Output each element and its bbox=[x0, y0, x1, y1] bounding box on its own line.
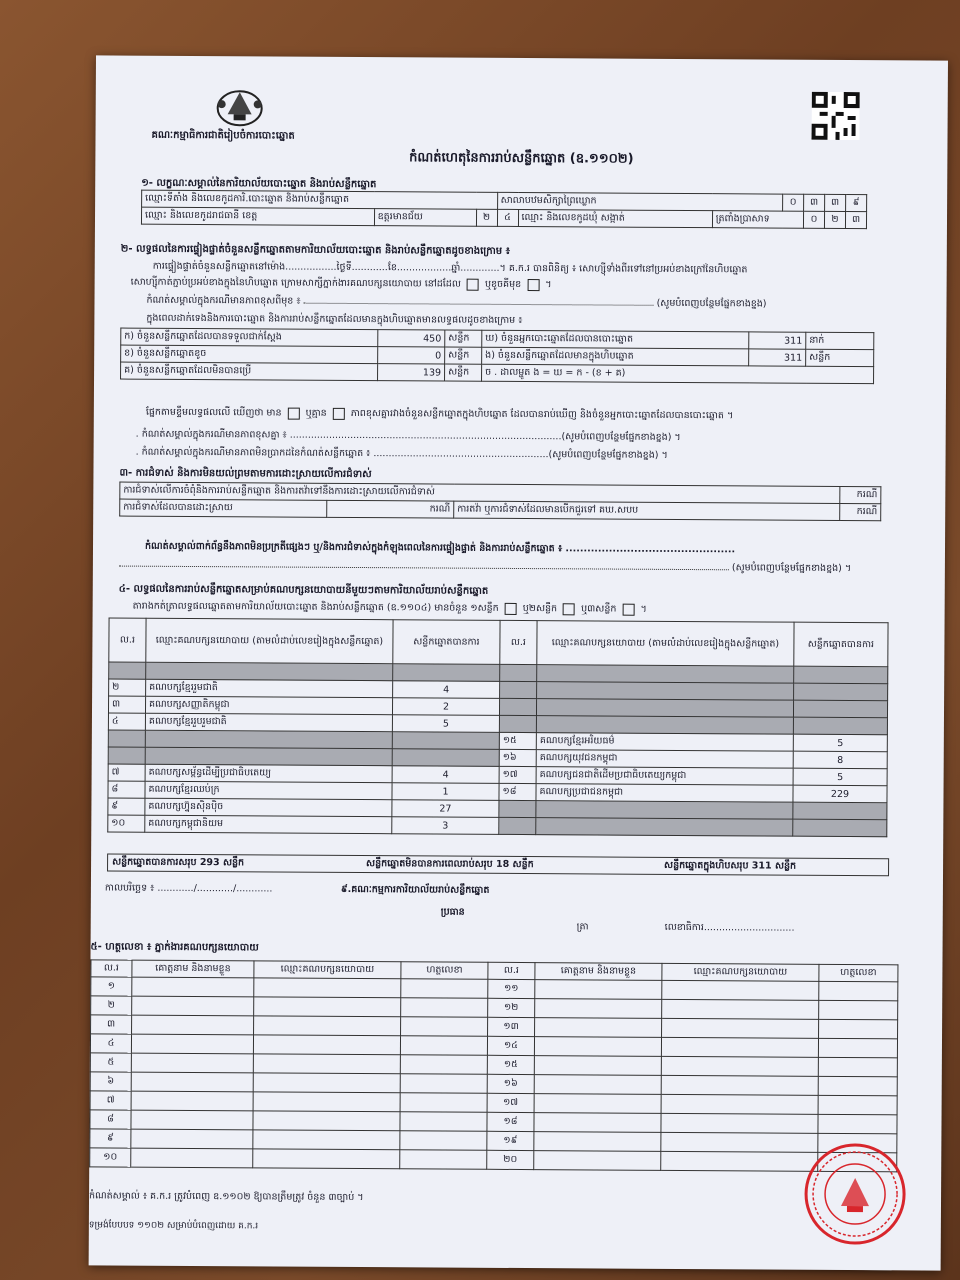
appeal-label: ការតវ៉ា ឬការជំទាស់ដែលមានបើកជួរទៅ គឃ.សបប bbox=[454, 501, 840, 520]
sig-col-party: ឈ្មោះគណបក្សនយោបាយ bbox=[662, 963, 819, 981]
two-sheets-checkbox[interactable] bbox=[563, 603, 575, 615]
total-box-label: សន្លឹកឆ្នោតក្នុងហិបសរុប bbox=[664, 859, 749, 872]
party-name-cell bbox=[146, 662, 393, 681]
sig-name-cell[interactable] bbox=[534, 1113, 661, 1133]
party-votes-cell bbox=[793, 819, 887, 837]
irregularity-hint: (សូមបំពេញបន្ថែមផ្នែកខាងខ្នង) ។ bbox=[731, 562, 852, 575]
sig-party-cell[interactable] bbox=[661, 1056, 818, 1076]
difference-note-hint: (សូមបំពេញបន្ថែមផ្នែកខាងខ្នង) bbox=[656, 297, 767, 310]
party-votes-cell bbox=[392, 749, 499, 767]
tally-sheet-line: តារាងកត់ត្រាលទ្ធផលឆ្នោតតាមការិយាល័យបោះឆ្នោត និងរាប់សន្លឹកឆ្នោត (ឧ.១១០៤) មានចំនួន ១សន្លឹក ឬ២សន្លឹក ឬ៣សន្លឹក ។ bbox=[132, 600, 647, 615]
sig-name-cell[interactable] bbox=[131, 1053, 253, 1073]
party-name-cell bbox=[537, 665, 794, 684]
party-votes-cell bbox=[794, 683, 888, 701]
stamp-label: ត្រា bbox=[576, 921, 589, 933]
ballot-count-table bbox=[120, 328, 874, 385]
party-no-cell: ៩ bbox=[108, 798, 145, 815]
difference-note-field[interactable] bbox=[304, 303, 654, 306]
irregularity-note: កំណត់សម្គាល់ពាក់ព័ន្ធនឹងភាពមិនប្រក្រតីផ្សេងៗ ឬ/និងការជំទាស់ក្នុងកំឡុងពេលនៃការផ្ទៀងផ្ទាត់ និងការរាប់សន្លឹកឆ្នោត ៖ ............................................... bbox=[144, 540, 736, 556]
sig-no-cell: ១០ bbox=[90, 1148, 131, 1167]
results-intro: ក្នុងពេលដាក់ទេងនិងការបោះឆ្នោត និងការរាប់សន្លឹកឆ្នោតដែលមានក្នុងហិបឆ្នោតមានលទ្ធផលដូចខាងក្រោម ៖ bbox=[146, 312, 523, 327]
sig-name-cell[interactable] bbox=[131, 1072, 253, 1092]
signature-row bbox=[90, 1148, 897, 1172]
section3-heading: ៣- ការជំទាស់ និងការមិនយល់ព្រមតាមការដោះស្រាយលើការជំទាស់ bbox=[119, 467, 372, 481]
footer-note: កំណត់សម្គាល់ ៖ គ.ក.រ ត្រូវបំពេញ ឧ.១១០២ ឱ្យបានត្រឹមត្រូវ ចំនួន ៣ច្បាប់ ។ bbox=[89, 1190, 364, 1204]
secretary-label: លេខាធិការ.............................. bbox=[664, 921, 795, 934]
sig-party-cell[interactable] bbox=[661, 1075, 818, 1095]
sig-party-cell[interactable] bbox=[661, 1132, 818, 1152]
party-votes-cell bbox=[793, 802, 887, 820]
sig-no-cell: ៦ bbox=[90, 1072, 131, 1091]
uncertainty-remark: . កំណត់សម្គាល់ក្នុងករណីមានភាពមិនប្រាកដនៃកំណត់សន្លឹកឆ្នោត ៖ ..........................................................(សូមបំពេញបន្ថែមផ្នែកខាងខ្នង) ។ bbox=[135, 446, 668, 461]
irregularity-field[interactable] bbox=[119, 566, 729, 571]
official-seal-stamp bbox=[803, 1142, 908, 1247]
sig-signature-cell[interactable] bbox=[819, 981, 898, 1000]
sig-party-cell[interactable] bbox=[662, 1018, 819, 1038]
formula-label: ច . ដាលម្ហូត ង = ឃ = ក - (ខ + គ) bbox=[482, 364, 874, 383]
spoiled-label: ខ) ចំនួនសន្លឹកឆ្នោតខូច bbox=[121, 345, 378, 364]
date-line: កាលបរិច្ឆេទ ៖ ............/............/............ bbox=[104, 882, 273, 895]
sig-party-cell[interactable] bbox=[253, 1073, 400, 1093]
sig-signature-cell[interactable] bbox=[818, 1076, 897, 1095]
province-value: ឧត្តរមានជ័យ bbox=[374, 209, 476, 227]
party-name-cell: គណបក្សខ្មែរអរិយធម៌ bbox=[536, 733, 793, 752]
appeal-count: ករណី bbox=[840, 503, 881, 520]
party-name-cell: គណបក្សកម្ពុជានិយម bbox=[145, 815, 392, 834]
sig-signature-cell[interactable] bbox=[401, 998, 488, 1018]
total-valid-label: សន្លឹកឆ្នោតបានការសរុប bbox=[112, 856, 197, 869]
total-invalid-value: 18 bbox=[495, 858, 510, 870]
commune-code-digit: ០ bbox=[803, 211, 824, 228]
spoiled-value: 0 bbox=[378, 347, 445, 364]
sig-name-cell[interactable] bbox=[131, 1110, 253, 1130]
sig-signature-cell[interactable] bbox=[819, 1000, 898, 1019]
unused-label: គ) ចំនួនសន្លឹកឆ្នោតដែលមិនបានប្រើ bbox=[121, 362, 378, 381]
total-box-value: 311 bbox=[751, 860, 772, 872]
sig-no-cell: ១ bbox=[91, 977, 132, 996]
total-box-unit: សន្លឹក bbox=[774, 860, 797, 872]
sig-party-cell[interactable] bbox=[254, 978, 401, 998]
sig-signature-cell[interactable] bbox=[818, 1095, 897, 1114]
irregularity-note-end bbox=[119, 558, 899, 577]
party-votes-cell: 2 bbox=[392, 698, 499, 716]
sig-name-cell[interactable] bbox=[534, 1056, 661, 1076]
party-no-cell: ៣ bbox=[108, 696, 145, 713]
sig-signature-cell[interactable] bbox=[400, 1036, 487, 1056]
party-no-cell bbox=[500, 664, 537, 681]
sig-signature-cell[interactable] bbox=[401, 979, 488, 999]
party-votes-cell: 5 bbox=[793, 768, 887, 786]
sig-signature-cell[interactable] bbox=[400, 1150, 487, 1170]
party-name-cell: គណបក្សប្រជាជនកម្ពុជា bbox=[536, 784, 793, 803]
sig-party-cell[interactable] bbox=[662, 980, 819, 1000]
sig-signature-cell[interactable] bbox=[818, 1114, 897, 1133]
sig-name-cell[interactable] bbox=[131, 1148, 253, 1168]
party-votes-cell bbox=[793, 700, 887, 718]
sig-signature-cell[interactable] bbox=[400, 1074, 487, 1094]
sig-party-cell[interactable] bbox=[253, 1054, 400, 1074]
sig-name-cell[interactable] bbox=[131, 1034, 253, 1054]
party-results-table bbox=[107, 617, 888, 837]
party-no-cell bbox=[499, 715, 536, 732]
sig-party-cell[interactable] bbox=[661, 1037, 818, 1057]
party-name-cell bbox=[145, 730, 392, 749]
totals-row bbox=[107, 853, 889, 876]
sig-no-cell: ១១ bbox=[488, 979, 535, 998]
two-sheets-label: ឬ២សន្លឹក bbox=[522, 603, 558, 615]
sig-no-cell: ១៦ bbox=[487, 1074, 534, 1093]
total-valid-value: 293 bbox=[199, 857, 220, 869]
seal-broken-checkbox[interactable] bbox=[527, 279, 539, 291]
party-name-cell bbox=[536, 801, 793, 820]
sig-name-cell[interactable] bbox=[534, 1132, 661, 1152]
in-box-unit: សន្លឹក bbox=[806, 349, 874, 366]
form-title: កំណត់ហេតុនៃការរាប់សន្លឹកឆ្នោត (ឧ.១១០២) bbox=[409, 150, 634, 167]
sig-no-cell: ១៥ bbox=[487, 1055, 534, 1074]
sig-party-cell[interactable] bbox=[661, 1094, 818, 1114]
sig-no-cell: ១២ bbox=[488, 998, 535, 1017]
party-no-cell: ១៦ bbox=[499, 749, 536, 766]
difference-remark: . កំណត់សម្គាល់ក្នុងករណីមានភាពខុសគ្នា ៖ ..........................................................................................(សូមបំពេញបន្ថែមផ្នែកខាងខ្នង) ។ bbox=[135, 428, 681, 443]
sig-col-signature: ហត្ថលេខា bbox=[819, 964, 898, 981]
unused-unit: សន្លឹក bbox=[445, 364, 482, 381]
received-value: 450 bbox=[378, 330, 445, 347]
in-box-label: ង) ចំនួនសន្លឹកឆ្នោតដែលមានក្នុងហិបឆ្នោត bbox=[482, 347, 749, 366]
signature-table bbox=[89, 959, 898, 1172]
sig-name-cell[interactable] bbox=[535, 980, 662, 1000]
resolved-count: ករណី bbox=[327, 500, 454, 518]
sig-col-no: ល.រ bbox=[488, 962, 535, 979]
section5-heading: ៥- ហត្ថលេខា ៖ ភ្នាក់ងារគណបក្សនយោបាយ bbox=[90, 941, 259, 954]
total-invalid bbox=[366, 857, 534, 872]
sig-name-cell[interactable] bbox=[534, 1151, 661, 1171]
sig-signature-cell[interactable] bbox=[819, 1019, 898, 1038]
party-no-cell bbox=[108, 730, 145, 747]
spoiled-unit: សន្លឹក bbox=[445, 347, 482, 364]
sig-col-name: គោត្តនាម និងនាមខ្លួន bbox=[535, 963, 662, 981]
sig-party-cell[interactable] bbox=[253, 1130, 400, 1150]
party-name-cell bbox=[536, 818, 793, 837]
sig-no-cell: ៩ bbox=[90, 1129, 131, 1148]
sig-col-party: ឈ្មោះគណបក្សនយោបាយ bbox=[254, 961, 401, 979]
sig-party-cell[interactable] bbox=[253, 1149, 400, 1169]
total-invalid-label: សន្លឹកឆ្នោតមិនបានការពេលរាប់សរុប bbox=[366, 858, 493, 870]
location-table bbox=[141, 190, 867, 229]
sig-party-cell[interactable] bbox=[253, 1111, 400, 1131]
sig-no-cell: ២០ bbox=[487, 1150, 534, 1169]
party-votes-cell: 3 bbox=[392, 817, 499, 835]
party-name-cell: គណបក្សសម្ព័ន្ធដើម្បីប្រជាធិបតេយ្យ bbox=[145, 764, 392, 783]
discrepancy-has-label: ផ្នែកតាមខ្ទឹមលទ្ធផលលើ ឃើញថា មាន bbox=[145, 406, 282, 419]
party-votes-cell: 5 bbox=[392, 715, 499, 733]
party-no-cell: ៨ bbox=[108, 781, 145, 798]
location-code-digit: ៩ bbox=[846, 194, 867, 211]
party-votes-cell bbox=[793, 717, 887, 735]
party-no-cell: ១៥ bbox=[499, 732, 536, 749]
commune-label: ឈ្មោះ និងលេខកូដឃុំ សង្កាត់ bbox=[518, 209, 712, 227]
three-sheets-label: ឬ៣សន្លឹក bbox=[581, 603, 617, 615]
party-no-cell: ១០ bbox=[108, 815, 145, 832]
party-name-cell: គណបក្សខ្មែរឈប់ក្រ bbox=[145, 781, 392, 800]
party-name-cell: គណបក្សហ្វ៊ុនស៊ិនប៉ិច bbox=[145, 798, 392, 817]
commune-code-digit: ២ bbox=[824, 211, 845, 228]
total-valid-unit: សន្លឹក bbox=[222, 857, 245, 869]
sig-name-cell[interactable] bbox=[534, 1094, 661, 1114]
seal-line: សោហ្ស៊ីកាត់ភ្ជាប់ប្រអប់ខាងក្នុងនៃហិបឆ្នោត ក្រោមសាក្សីភ្នាក់ងារគណបក្សនយោបាយ នៅដដែល ឬខូចគីមុខ ។ bbox=[130, 276, 552, 291]
sig-no-cell: ៤ bbox=[90, 1034, 131, 1053]
party-votes-cell: 4 bbox=[392, 766, 499, 784]
discrepancy-line bbox=[146, 406, 916, 425]
party-no-cell bbox=[499, 817, 536, 834]
party-votes-cell: 4 bbox=[393, 681, 500, 699]
sig-party-cell[interactable] bbox=[254, 997, 401, 1017]
party-no-cell: ១៧ bbox=[499, 766, 536, 783]
sig-no-cell: ៧ bbox=[90, 1091, 131, 1110]
party-name-cell bbox=[536, 699, 793, 718]
sig-name-cell[interactable] bbox=[131, 1129, 253, 1149]
party-name-cell bbox=[537, 682, 794, 701]
document-page bbox=[89, 55, 948, 1270]
qr-code-icon bbox=[812, 92, 860, 140]
sig-no-cell: ១៣ bbox=[488, 1017, 535, 1036]
difference-note-label: កំណត់សម្គាល់ក្នុងករណីមានភាពខុសពីមុខ ៖ bbox=[146, 294, 301, 307]
discrepancy-none-label: ឬគ្មាន bbox=[305, 407, 327, 419]
party-no-cell bbox=[108, 747, 145, 764]
sig-signature-cell[interactable] bbox=[400, 1093, 487, 1113]
party-votes-cell bbox=[794, 666, 888, 684]
party-no-cell: ១៨ bbox=[499, 783, 536, 800]
sig-col-name: គោត្តនាម និងនាមខ្លួន bbox=[132, 960, 254, 978]
sig-col-no: ល.រ bbox=[91, 960, 132, 977]
sig-name-cell[interactable] bbox=[535, 1018, 662, 1038]
one-sheet-checkbox[interactable] bbox=[505, 602, 517, 614]
party-name-cell bbox=[145, 747, 392, 766]
location-label: ឈ្មោះទីតាំង និងលេខកូដការិ.បោះឆ្នោត និងរាប់សន្លឹកឆ្នោត bbox=[142, 190, 498, 209]
nec-emblem-icon bbox=[214, 84, 266, 128]
party-votes-cell bbox=[393, 664, 500, 682]
province-label: ឈ្មោះ និងលេខកូដរាជធានី ខេត្ត bbox=[141, 207, 374, 225]
party-no-cell bbox=[499, 800, 536, 817]
received-label: ក) ចំនួនសន្លឹកឆ្នោតដែលបានទទួលជាក់ស្តែង bbox=[121, 328, 378, 347]
seal-line-text: សោហ្ស៊ីកាត់ភ្ជាប់ប្រអប់ខាងក្នុងនៃហិបឆ្នោត ក្រោមសាក្សីភ្នាក់ងារគណបក្សនយោបាយ នៅដដែល bbox=[130, 276, 461, 290]
sig-party-cell[interactable] bbox=[253, 1035, 400, 1055]
sig-signature-cell[interactable] bbox=[401, 1017, 488, 1037]
party-votes-cell: 229 bbox=[793, 785, 887, 803]
party-no-cell bbox=[109, 662, 146, 679]
unused-value: 139 bbox=[378, 364, 445, 381]
sig-party-cell[interactable] bbox=[661, 1113, 818, 1133]
province-code-digit: ២ bbox=[476, 209, 497, 226]
col-votes-header: សន្លឹកឆ្នោតបានការ bbox=[794, 622, 888, 667]
total-box bbox=[664, 859, 796, 874]
sig-no-cell: ៥ bbox=[90, 1053, 131, 1072]
section1-heading: ១- លក្ខណៈសម្គាល់នៃការិយាល័យបោះឆ្នោត និងរាប់សន្លឹកឆ្នោត bbox=[141, 177, 377, 191]
sig-signature-cell[interactable] bbox=[400, 1112, 487, 1132]
voters-unit: នាក់ bbox=[806, 332, 874, 349]
col-no-header: ល.រ bbox=[109, 618, 146, 662]
sig-name-cell[interactable] bbox=[132, 1015, 254, 1035]
voters-value: 311 bbox=[749, 332, 806, 349]
sig-no-cell: ១៧ bbox=[487, 1093, 534, 1112]
seal-intact-checkbox[interactable] bbox=[467, 278, 479, 290]
location-value: សាលាបឋមសិក្សាព្រៃឃ្លោក bbox=[497, 192, 783, 211]
sig-name-cell[interactable] bbox=[535, 999, 662, 1019]
section4-heading: ៤- លទ្ធផលនៃការរាប់សន្លឹកឆ្នោតសម្រាប់គណបក្សនយោបាយនីមួយៗតាមការិយាល័យរាប់សន្លឹកឆ្នោត bbox=[118, 583, 489, 597]
party-votes-cell: 8 bbox=[793, 751, 887, 769]
sig-name-cell[interactable] bbox=[132, 977, 254, 997]
party-votes-cell bbox=[392, 732, 499, 750]
sig-no-cell: ១៤ bbox=[487, 1036, 534, 1055]
party-name-cell: គណបក្សសញ្ញាតិកម្ពុជា bbox=[145, 696, 392, 715]
chair-label: ប្រធាន bbox=[440, 906, 465, 918]
party-votes-cell: 5 bbox=[793, 734, 887, 752]
col-no-header: ល.រ bbox=[500, 620, 537, 664]
party-name-cell: គណបក្សយុវជនកម្ពុជា bbox=[536, 750, 793, 769]
three-sheets-checkbox[interactable] bbox=[622, 603, 634, 615]
sig-party-cell[interactable] bbox=[661, 1151, 818, 1171]
table-row bbox=[108, 815, 887, 837]
sig-signature-cell[interactable] bbox=[818, 1038, 897, 1057]
commune-code-digit: ៣ bbox=[845, 211, 866, 228]
sig-no-cell: ១៩ bbox=[487, 1131, 534, 1150]
col-party-header: ឈ្មោះគណបក្សនយោបាយ (តាមលំដាប់លេខរៀងក្នុងសន្លឹកឆ្នោត) bbox=[537, 621, 794, 667]
resolved-label: ការជំទាស់ដែលបានដោះស្រាយ bbox=[120, 499, 327, 517]
col-votes-header: សន្លឹកឆ្នោតបានការ bbox=[393, 620, 500, 665]
party-name-cell: គណបក្សជនជាតិដើមប្រជាធិបតេយ្យកម្ពុជា bbox=[536, 767, 793, 786]
sig-signature-cell[interactable] bbox=[400, 1131, 487, 1151]
form-reference: ទម្រង់បែបបទ ១១០២ សម្រាប់បំពេញដោយ គ.ក.រ bbox=[88, 1220, 259, 1232]
sig-name-cell[interactable] bbox=[131, 1091, 253, 1111]
sig-party-cell[interactable] bbox=[254, 1016, 401, 1036]
verification-line: ការផ្ទៀងផ្ទាត់ចំនួនសន្លឹកឆ្នោតនៅម៉ោង.................ថ្ងៃទី............ខែ..................ឆ្នាំ.............។ គ.ក.រ បានពិនិត្យ ៖ សោហ្ស៊ីទាំងពីរទៅនៅប្រអប់ខាងក្រៅនៃហិបឆ្នោត bbox=[152, 260, 748, 276]
party-name-cell: គណបក្សខ្មែររួបរួមជាតិ bbox=[145, 713, 392, 732]
party-votes-cell: 1 bbox=[392, 783, 499, 801]
sig-no-cell: ២ bbox=[91, 996, 132, 1015]
seal-broken-label: ឬខូចគីមុខ bbox=[484, 278, 522, 290]
party-votes-cell: 27 bbox=[392, 800, 499, 818]
sig-name-cell[interactable] bbox=[132, 996, 254, 1016]
discrepancy-no-checkbox[interactable] bbox=[333, 407, 345, 419]
total-valid bbox=[112, 856, 244, 871]
party-no-cell: ២ bbox=[109, 679, 146, 696]
party-no-cell: ៧ bbox=[108, 764, 145, 781]
party-name-cell bbox=[536, 716, 793, 735]
location-code-digit: ៣ bbox=[825, 194, 846, 211]
discrepancy-text: ភាពខុសគ្នារវាងចំនួនសន្លឹកឆ្នោតក្នុងហិបឆ្នោត ដែលបានរាប់ឃើញ និងចំនួនអ្នកបោះឆ្នោតដែលបានបោះឆ្នោត ។ bbox=[350, 407, 734, 422]
party-no-cell: ៤ bbox=[108, 713, 145, 730]
commune-value: ត្រពាំងប្រាសាទ bbox=[712, 211, 803, 229]
sig-no-cell: ១៨ bbox=[487, 1112, 534, 1131]
objection-row1-label: ការជំទាស់លើការចំពុំនិងការរាប់សន្លឹកឆ្នោត និងការតវ៉ាទៅនឹងការដោះស្រាយលើការជំទាស់ bbox=[120, 482, 840, 503]
province-code-digit: ៤ bbox=[497, 209, 518, 226]
sig-name-cell[interactable] bbox=[534, 1037, 661, 1057]
location-code-digit: ០ bbox=[783, 194, 804, 211]
sig-signature-cell[interactable] bbox=[400, 1055, 487, 1075]
sig-signature-cell[interactable] bbox=[818, 1057, 897, 1076]
sig-no-cell: ៨ bbox=[90, 1110, 131, 1129]
in-box-value: 311 bbox=[749, 349, 806, 366]
section2-heading: ២- លទ្ធផលនៃការផ្ទៀងផ្ទាត់ចំនួនសន្លឹកឆ្នោតតាមការិយាល័យបោះឆ្នោត និងរាប់សន្លឹកឆ្នោតដូចខាងក្រោម ៖ bbox=[120, 243, 511, 257]
location-code-digit: ៣ bbox=[804, 194, 825, 211]
col-party-header: ឈ្មោះគណបក្សនយោបាយ (តាមលំដាប់លេខរៀងក្នុងសន្លឹកឆ្នោត) bbox=[146, 618, 393, 664]
sig-col-signature: ហត្ថលេខា bbox=[401, 962, 488, 980]
total-invalid-unit: សន្លឹក bbox=[512, 858, 534, 871]
objection-table bbox=[119, 482, 881, 522]
committee-title: ៩.គណៈកម្មការការិយាល័យរាប់សន្លឹកឆ្នោត bbox=[340, 883, 490, 896]
sig-name-cell[interactable] bbox=[534, 1075, 661, 1095]
sig-party-cell[interactable] bbox=[253, 1092, 400, 1112]
objection-row1-count: ករណី bbox=[840, 486, 881, 503]
sig-party-cell[interactable] bbox=[662, 999, 819, 1019]
party-no-cell bbox=[500, 681, 537, 698]
tally-sheet-text: តារាងកត់ត្រាលទ្ធផលឆ្នោតតាមការិយាល័យបោះឆ្នោត និងរាប់សន្លឹកឆ្នោត (ឧ.១១០៤) មានចំនួន ១សន្លឹក bbox=[132, 600, 499, 614]
discrepancy-yes-checkbox[interactable] bbox=[288, 407, 300, 419]
org-name: គណៈកម្មាធិការជាតិរៀបចំការបោះឆ្នោត bbox=[151, 129, 295, 142]
party-name-cell: គណបក្សខ្មែររួមជាតិ bbox=[146, 679, 393, 698]
difference-note-line bbox=[146, 294, 906, 313]
received-unit: សន្លឹក bbox=[445, 330, 482, 347]
party-no-cell bbox=[499, 698, 536, 715]
sig-no-cell: ៣ bbox=[91, 1015, 132, 1034]
voters-label: ឃ) ចំនួនអ្នកបោះឆ្នោតដែលបានបោះឆ្នោត bbox=[482, 330, 749, 349]
